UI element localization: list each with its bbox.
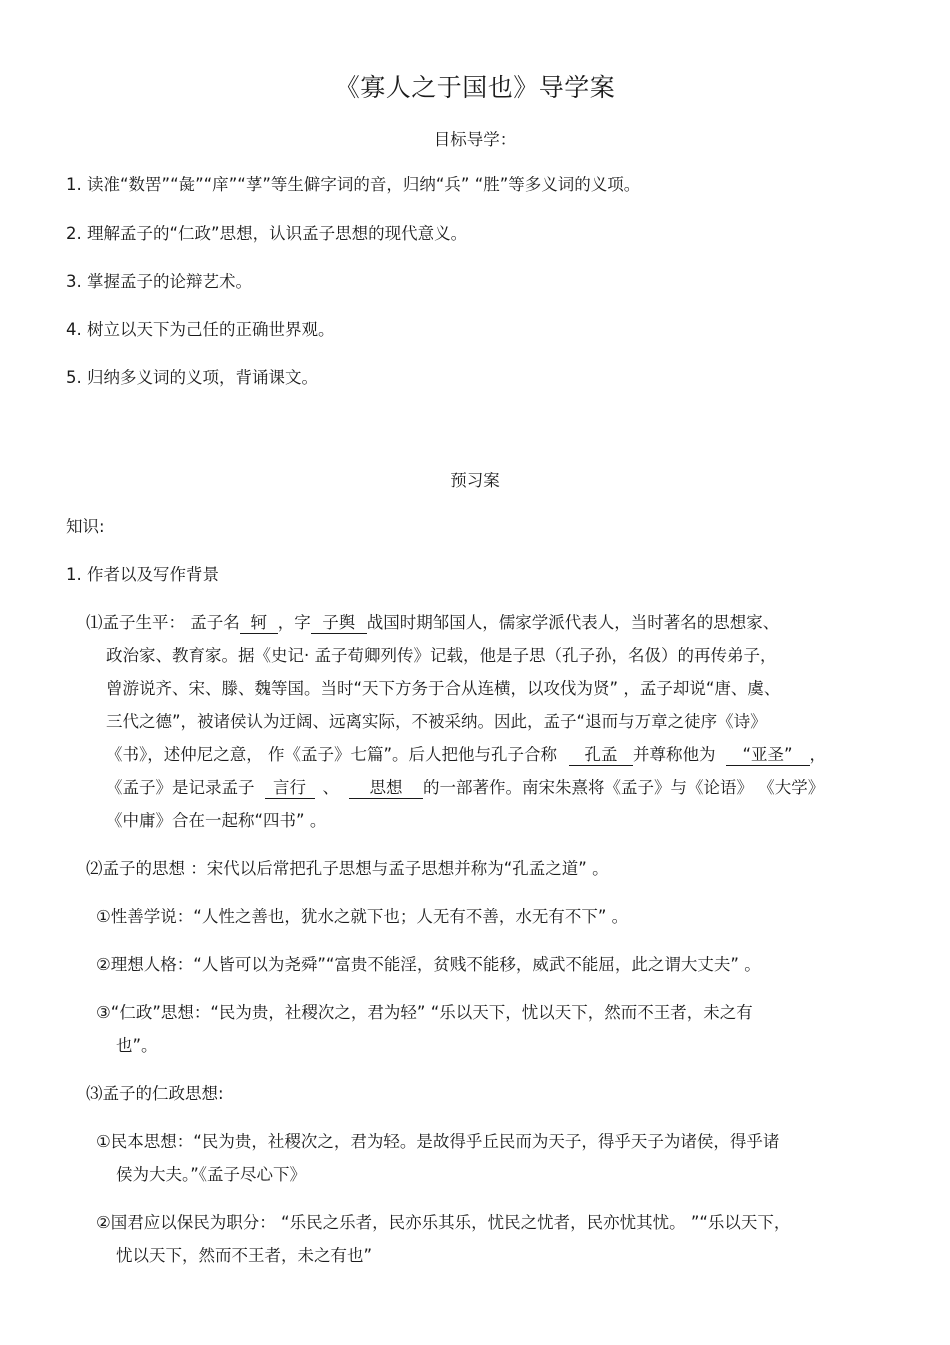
life-line-5 xyxy=(106,744,826,766)
document-title: 《寡人之于国也》导学案 xyxy=(334,73,616,102)
blank-kongmeng: 孔孟 xyxy=(569,745,633,766)
life-line-4: 三代之德”，被诸侯认为迂阔、远离实际，不被采纳。因此，孟子“退而与万章之徒序《诗》 xyxy=(106,712,767,731)
blank-yanxing: 言行 xyxy=(265,778,315,799)
life-text: 战国时期邹国人，儒家学派代表人，当时著名的思想家、 xyxy=(366,613,780,632)
renzheng-item-1-line-2: 侯为大夫。”《孟子尽心下》 xyxy=(116,1165,307,1184)
blank-courtesy-name: 子舆 xyxy=(311,613,367,634)
life-line-7: 《中庸》合在一起称“四书” 。 xyxy=(106,811,327,830)
section1-title: 1. 作者以及写作背景 xyxy=(66,565,219,584)
life-text: 《书》，述仲尼之意， 作《孟子》七篇”。后人把他与孔子合称 xyxy=(106,745,558,764)
life-line-2: 政治家、教育家。据《史记· 孟子荀卿列传》记载，他是子思（孔子孙，名伋）的再传弟子， xyxy=(106,646,777,665)
goal-item-1: 1. 读准“数罟”“彘”“庠”“莩”等生僻字词的音，归纳“兵” “胜”等多义词的义项。 xyxy=(66,175,641,194)
knowledge-label: 知识: xyxy=(66,517,105,536)
life-text: 、 xyxy=(322,778,339,797)
goal-item-4: 4. 树立以天下为己任的正确世界观。 xyxy=(66,320,335,339)
blank-sixiang: 思想 xyxy=(349,778,423,799)
goal-item-2: 2. 理解孟子的“仁政”思想，认识孟子思想的现代意义。 xyxy=(66,224,468,243)
renzheng-item-1-line-1: ①民本思想：“民为贵，社稷次之，君为轻。是故得乎丘民而为天子，得乎天子为诸侯，得乎诸 xyxy=(96,1132,780,1151)
thought-item-1: ①性善学说：“人性之善也，犹水之就下也；人无有不善，水无有不下” 。 xyxy=(96,907,629,926)
preview-heading: 预习案 xyxy=(450,471,500,490)
thought-item-2: ②理想人格：“人皆可以为尧舜”“富贵不能淫，贫贱不能移，威武不能屈，此之谓大丈夫” 。 xyxy=(96,955,761,974)
renzheng-item-2-line-1: ②国君应以保民为职分： “乐民之乐者，民亦乐其乐，忧民之忧者，民亦忧其忧。 ”“乐以天下， xyxy=(96,1213,791,1232)
goals-heading: 目标导学： xyxy=(433,130,517,149)
goal-item-3: 3. 掌握孟子的论辩艺术。 xyxy=(66,272,252,291)
blank-yasheng: “亚圣” xyxy=(726,745,810,766)
life-text: ， xyxy=(809,745,827,764)
life-text: 的一部著作。南宋朱熹将《孟子》与《论语》 《大学》 xyxy=(423,778,825,797)
renzheng-item-2-line-2: 忧以天下，然而不王者，未之有也” xyxy=(116,1246,373,1265)
thought-item-3-line-2: 也”。 xyxy=(116,1036,158,1055)
thought-item-3-line-1: ③“仁政”思想：“民为贵，社稷次之，君为轻” “乐以天下，忧以天下，然而不王者，未之有 xyxy=(96,1003,753,1022)
life-text: ⑴孟子生平： 孟子名 xyxy=(86,613,240,632)
life-text: 《孟子》是记录孟子 xyxy=(106,778,255,797)
life-line-3: 曾游说齐、宋、滕、魏等国。当时“天下方务于合从连横，以攻伐为贤” ，孟子却说“唐、虞、 xyxy=(106,679,781,698)
life-line-6 xyxy=(106,777,824,799)
life-text: 并尊称他为 xyxy=(633,745,716,764)
renzheng-heading: ⑶孟子的仁政思想: xyxy=(86,1084,224,1103)
life-line-1 xyxy=(86,612,779,634)
blank-name: 轲 xyxy=(240,613,278,634)
goal-item-5: 5. 归纳多义词的义项，背诵课文。 xyxy=(66,368,318,387)
thought-heading: ⑵孟子的思想 ：宋代以后常把孔子思想与孟子思想并称为“孔孟之道” 。 xyxy=(86,859,609,878)
life-text: ，字 xyxy=(277,613,311,632)
